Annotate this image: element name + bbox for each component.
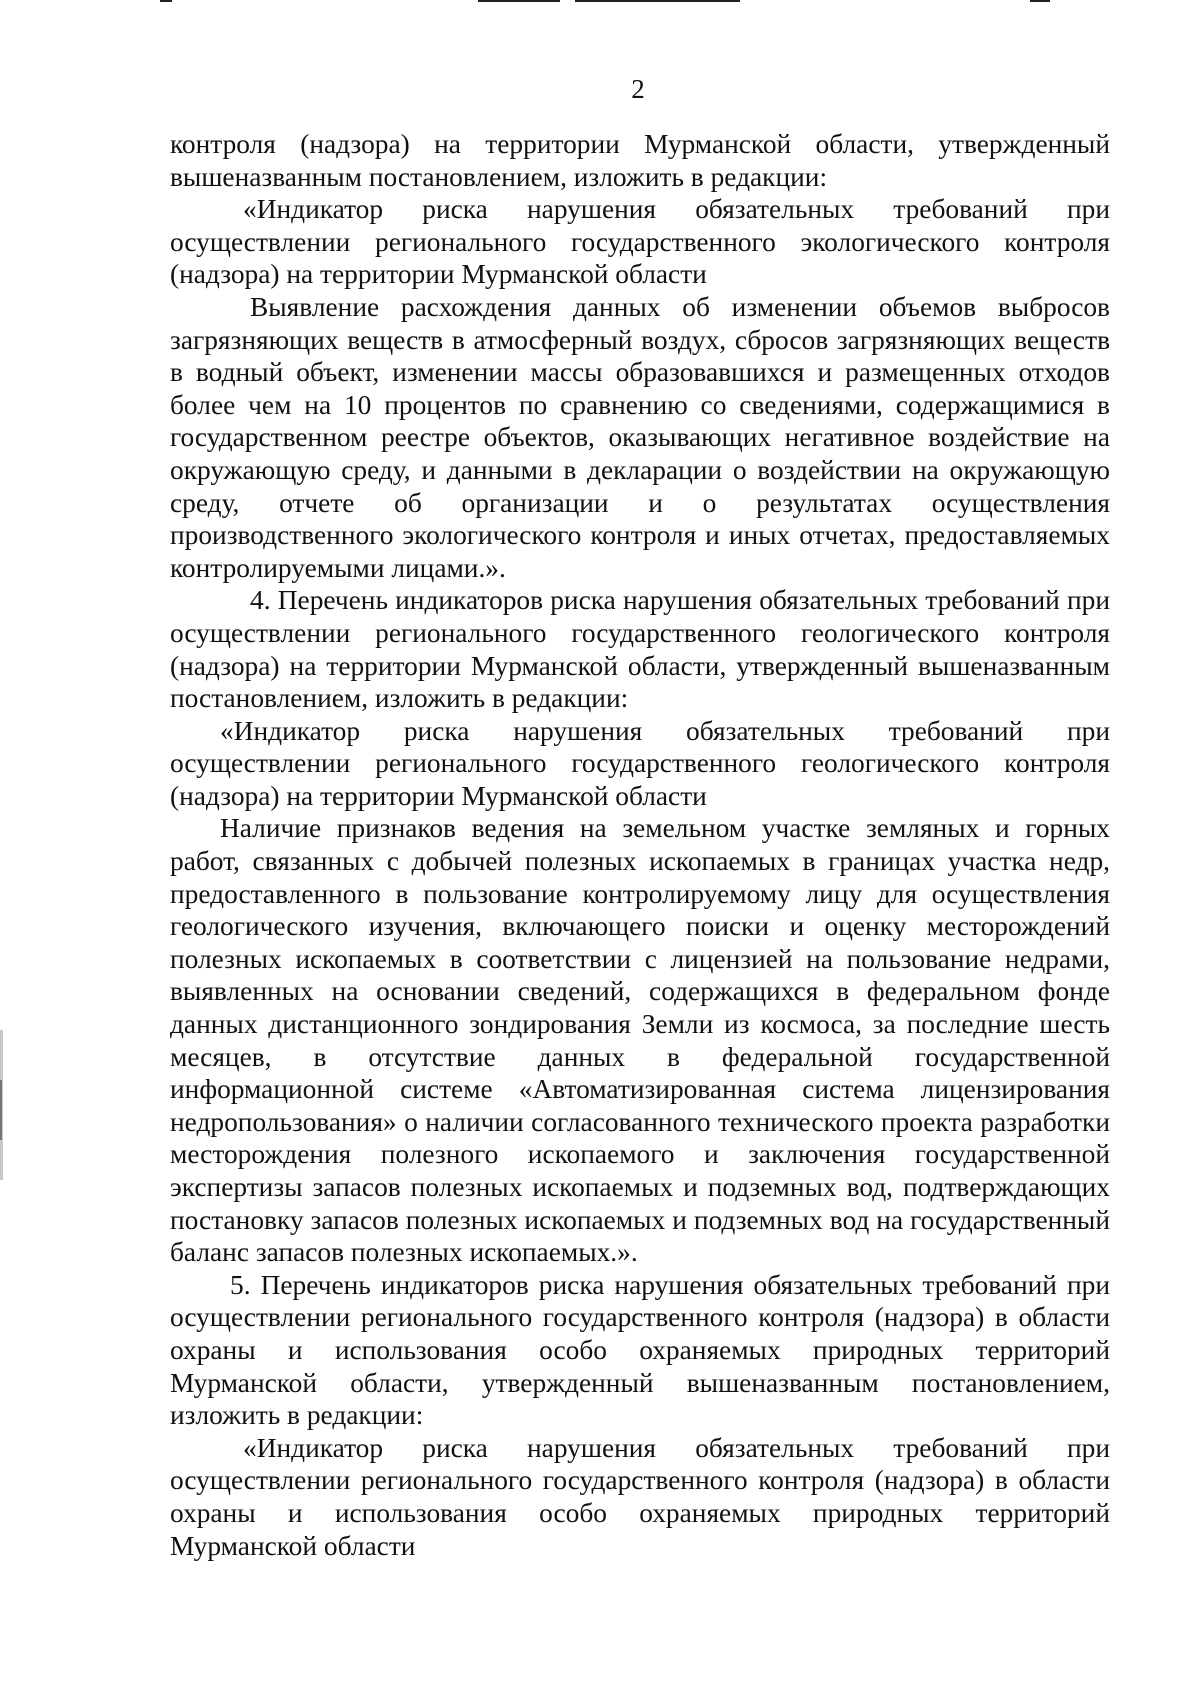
paragraph-indicator-ecological-title: «Индикатор риска нарушения обязательных требований при осуществлении регионального государственного экологического контроля (надзора) на территории Мурманской области <box>170 194 1110 290</box>
paragraph-indicator-geological-title: «Индикатор риска нарушения обязательных требований при осуществлении регионального государственного геологического контроля (надзора) на территории Мурманской области <box>170 715 1110 811</box>
paragraph-indicator-protected-areas-title: «Индикатор риска нарушения обязательных требований при осуществлении регионального государственного контроля (надзора) в области охраны и использования особо охраняемых природных территорий Мурманской области <box>170 1432 1110 1561</box>
scan-top-marks <box>0 0 1200 4</box>
document-body <box>170 128 1110 1562</box>
paragraph-continuation: контроля (надзора) на территории Мурманской области, утвержденный вышеназванным постановлением, изложить в редакции: <box>170 129 1110 192</box>
scan-mark <box>575 0 740 2</box>
scan-mark <box>478 0 560 2</box>
paragraph-item-5: 5. Перечень индикаторов риска нарушения обязательных требований при осуществлении регионального государственного контроля (надзора) в области охраны и использования особо охраняемых природных территорий Мурманской области, утвержденный вышеназванным постановлением, изложить в редакции: <box>170 1269 1110 1431</box>
paragraph-indicator-ecological-text: Выявление расхождения данных об изменении объемов выбросов загрязняющих веществ в атмосферный воздух, сбросов загрязняющих веществ в водный объект, изменении массы образовавшихся и размещенных отходов более чем на 10 процентов по сравнению со сведениями, содержащимися в государственном реестре объектов, оказывающих негативное воздействие на окружающую среду, и данными в декларации о воздействии на окружающую среду, отчете об организации и о результатах осуществления производственного экологического контроля и иных отчетах, предоставляемых контролируемыми лицами.». <box>170 291 1110 583</box>
scan-mark <box>1030 0 1050 2</box>
scan-edge-shadow <box>0 1080 2 1140</box>
paragraph-indicator-geological-text: Наличие признаков ведения на земельном участке земляных и горных работ, связанных с добычей полезных ископаемых в границах участка недр, предоставленного в пользование контролируемому лицу для осуществления геологического изучения, включающего поиски и оценку месторождений полезных ископаемых в соответствии с лицензией на пользование недрами, выявленных на основании сведений, содержащихся в федеральном фонде данных дистанционного зондирования Земли из космоса, за последние шесть месяцев, в отсутствие данных в федеральной государственной информационной системе «Автоматизированная система лицензирования недропользования» о наличии согласованного технического проекта разработки месторождения полезного ископаемого и заключения государственной экспертизы запасов полезных ископаемых и подземных вод, подтверждающих постановку запасов полезных ископаемых и подземных вод на государственный баланс запасов полезных ископаемых.». <box>170 813 1110 1268</box>
paragraph-item-4: 4. Перечень индикаторов риска нарушения обязательных требований при осуществлении регионального государственного геологического контроля (надзора) на территории Мурманской области, утвержденный вышеназванным постановлением, изложить в редакции: <box>170 585 1110 714</box>
page-number: 2 <box>631 74 645 104</box>
scan-mark <box>160 0 172 2</box>
